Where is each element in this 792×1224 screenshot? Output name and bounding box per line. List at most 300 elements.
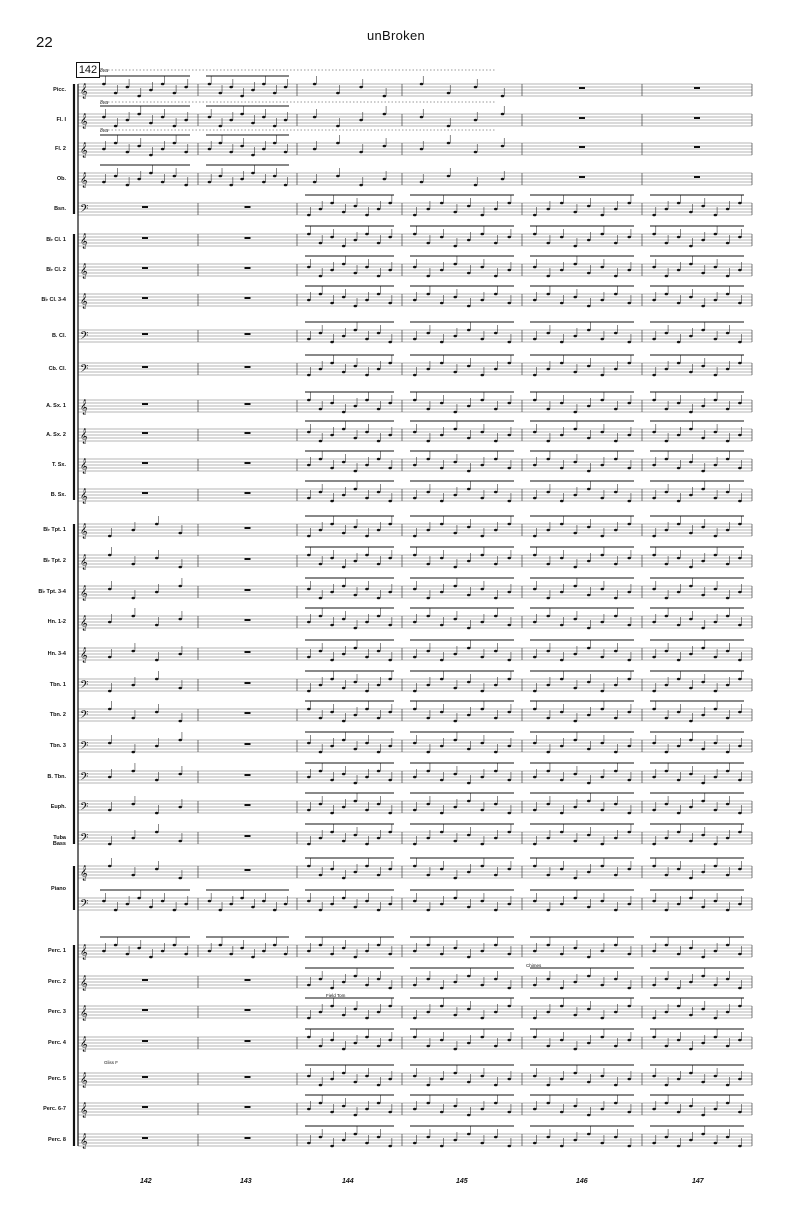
- note-head: [377, 874, 381, 877]
- note-head: [388, 467, 392, 470]
- note-head: [377, 491, 381, 494]
- note-head: [173, 92, 177, 95]
- note-head: [677, 987, 681, 990]
- note-head: [480, 843, 484, 846]
- note-head: [587, 782, 591, 785]
- note-head: [126, 903, 130, 906]
- note-head: [560, 302, 564, 305]
- note-head: [453, 1139, 457, 1142]
- note-head: [365, 742, 369, 745]
- note-head: [627, 659, 631, 662]
- note-head: [573, 371, 577, 374]
- note-head: [546, 874, 550, 877]
- note-head: [426, 1102, 430, 1105]
- note-head: [467, 1133, 471, 1136]
- note-head: [494, 944, 498, 947]
- note-head: [453, 411, 457, 414]
- note-head: [614, 751, 618, 754]
- note-head: [330, 341, 334, 344]
- note-head: [365, 809, 369, 812]
- note-head: [701, 681, 705, 684]
- instrument-label: Bsn.: [54, 206, 66, 212]
- note-head: [467, 526, 471, 529]
- note-head: [319, 909, 323, 912]
- note-head: [533, 431, 537, 434]
- note-head: [726, 597, 730, 600]
- note-head: [726, 944, 730, 947]
- note-head: [652, 1108, 656, 1111]
- note-head: [714, 809, 718, 812]
- whole-rest: [245, 1106, 251, 1108]
- note-head: [229, 119, 233, 122]
- whole-rest: [579, 117, 585, 119]
- note-head: [365, 464, 369, 467]
- note-head: [533, 535, 537, 538]
- note-head: [413, 690, 417, 693]
- note-head: [507, 467, 511, 470]
- note-head: [342, 245, 346, 248]
- note-head: [377, 1136, 381, 1139]
- note-head: [614, 770, 618, 773]
- note-head: [652, 1142, 656, 1145]
- note-head: [677, 341, 681, 344]
- note-head: [494, 1084, 498, 1087]
- note-head: [726, 491, 730, 494]
- note-head: [413, 776, 417, 779]
- note-head: [467, 714, 471, 717]
- note-head: [359, 119, 363, 122]
- whole-rest: [245, 403, 251, 405]
- note-head: [108, 776, 112, 779]
- note-head: [677, 711, 681, 714]
- note-head: [726, 293, 730, 296]
- whole-rest: [245, 237, 251, 239]
- note-head: [665, 242, 669, 245]
- note-head: [546, 440, 550, 443]
- note-head: [342, 371, 346, 374]
- note-head: [677, 678, 681, 681]
- note-head: [677, 812, 681, 815]
- note-head: [652, 865, 656, 868]
- note-head: [677, 953, 681, 956]
- note-head: [377, 440, 381, 443]
- note-head: [229, 184, 233, 187]
- note-head: [330, 467, 334, 470]
- note-head: [480, 588, 484, 591]
- note-head: [714, 299, 718, 302]
- clef-icon: 𝄞: [80, 945, 88, 960]
- instrument-label: Tuba Bass: [52, 835, 66, 847]
- note-head: [587, 272, 591, 275]
- note-head: [587, 470, 591, 473]
- note-head: [474, 184, 478, 187]
- note-head: [330, 302, 334, 305]
- note-head: [738, 624, 742, 627]
- note-head: [714, 843, 718, 846]
- note-head: [307, 214, 311, 217]
- score-title: unBroken: [366, 28, 426, 43]
- note-head: [262, 83, 266, 86]
- note-head: [467, 956, 471, 959]
- note-head: [440, 302, 444, 305]
- note-head: [273, 142, 277, 145]
- note-head: [714, 399, 718, 402]
- note-head: [701, 906, 705, 909]
- note-head: [426, 275, 430, 278]
- note-head: [413, 900, 417, 903]
- note-head: [573, 739, 577, 742]
- note-head: [131, 803, 135, 806]
- note-head: [627, 711, 631, 714]
- note-head: [600, 776, 604, 779]
- note-head: [652, 233, 656, 236]
- note-head: [494, 368, 498, 371]
- note-head: [426, 408, 430, 411]
- note-head: [377, 751, 381, 754]
- note-head: [652, 690, 656, 693]
- ottava-mark: 8va: [100, 68, 109, 74]
- clef-icon: 𝄞: [80, 234, 88, 249]
- note-head: [108, 843, 112, 846]
- whole-rest: [579, 87, 585, 89]
- note-head: [413, 497, 417, 500]
- note-head: [413, 431, 417, 434]
- note-head: [560, 362, 564, 365]
- note-head: [149, 906, 153, 909]
- note-head: [665, 684, 669, 687]
- note-head: [365, 865, 369, 868]
- note-head: [307, 1075, 311, 1078]
- note-head: [388, 903, 392, 906]
- note-head: [467, 594, 471, 597]
- note-head: [573, 585, 577, 588]
- note-head: [587, 956, 591, 959]
- note-head: [600, 950, 604, 953]
- note-head: [108, 742, 112, 745]
- note-head: [426, 978, 430, 981]
- note-head: [365, 776, 369, 779]
- note-head: [319, 208, 323, 211]
- note-head: [413, 984, 417, 987]
- note-head: [600, 266, 604, 269]
- note-head: [388, 831, 392, 834]
- note-head: [155, 591, 159, 594]
- note-head: [677, 302, 681, 305]
- note-head: [738, 341, 742, 344]
- note-head: [614, 408, 618, 411]
- note-head: [453, 720, 457, 723]
- whole-rest: [245, 743, 251, 745]
- note-head: [689, 947, 693, 950]
- note-head: [573, 296, 577, 299]
- note-head: [173, 125, 177, 128]
- note-head: [587, 1008, 591, 1011]
- note-head: [480, 233, 484, 236]
- clef-icon: 𝄢: [80, 203, 89, 218]
- note-head: [131, 770, 135, 773]
- note-head: [354, 205, 358, 208]
- instrument-label: Fl. 2: [54, 146, 66, 152]
- note-head: [155, 523, 159, 526]
- note-head: [330, 500, 334, 503]
- note-head: [665, 944, 669, 947]
- note-head: [383, 95, 387, 98]
- note-head: [652, 399, 656, 402]
- note-head: [494, 408, 498, 411]
- note-head: [494, 615, 498, 618]
- note-head: [689, 877, 693, 880]
- note-head: [354, 594, 358, 597]
- note-head: [413, 742, 417, 745]
- note-head: [652, 776, 656, 779]
- note-head: [494, 909, 498, 912]
- clef-icon: 𝄞: [80, 555, 88, 570]
- note-head: [208, 83, 212, 86]
- note-head: [388, 868, 392, 871]
- note-head: [689, 245, 693, 248]
- note-head: [184, 953, 188, 956]
- note-head: [587, 1042, 591, 1045]
- note-head: [354, 871, 358, 874]
- note-head: [377, 242, 381, 245]
- note-head: [677, 467, 681, 470]
- note-head: [426, 1045, 430, 1048]
- note-head: [627, 341, 631, 344]
- note-head: [714, 950, 718, 953]
- note-head: [494, 1045, 498, 1048]
- instrument-label: Hn. 1-2: [47, 619, 66, 625]
- note-head: [665, 803, 669, 806]
- note-head: [208, 950, 212, 953]
- note-head: [388, 678, 392, 681]
- note-head: [738, 1039, 742, 1042]
- note-head: [560, 903, 564, 906]
- note-head: [161, 181, 165, 184]
- note-head: [108, 621, 112, 624]
- note-head: [307, 431, 311, 434]
- note-head: [689, 840, 693, 843]
- note-head: [665, 440, 669, 443]
- note-head: [219, 92, 223, 95]
- instrument-label: Perc. 6-7: [43, 1106, 66, 1112]
- note-head: [354, 647, 358, 650]
- note-head: [546, 597, 550, 600]
- note-head: [354, 488, 358, 491]
- note-head: [600, 843, 604, 846]
- note-head: [627, 523, 631, 526]
- note-head: [149, 89, 153, 92]
- instrument-label: B. Tbn.: [47, 774, 66, 780]
- note-head: [126, 953, 130, 956]
- note-head: [533, 338, 537, 341]
- note-head: [229, 151, 233, 154]
- note-head: [665, 770, 669, 773]
- note-head: [738, 678, 742, 681]
- note-head: [480, 776, 484, 779]
- note-head: [652, 742, 656, 745]
- measure-number: 146: [576, 1178, 588, 1185]
- note-head: [178, 687, 182, 690]
- note-head: [126, 151, 130, 154]
- note-head: [453, 335, 457, 338]
- note-head: [440, 236, 444, 239]
- note-head: [480, 554, 484, 557]
- note-head: [388, 745, 392, 748]
- note-head: [377, 944, 381, 947]
- note-head: [137, 145, 141, 148]
- note-head: [573, 687, 577, 690]
- note-head: [714, 690, 718, 693]
- note-head: [114, 92, 118, 95]
- ottava-mark: 8va: [100, 128, 109, 134]
- note-head: [453, 877, 457, 880]
- note-head: [229, 903, 233, 906]
- note-head: [388, 779, 392, 782]
- note-head: [614, 717, 618, 720]
- note-head: [453, 1072, 457, 1075]
- note-head: [365, 1017, 369, 1020]
- instrument-label: B♭ Cl. 3-4: [41, 297, 66, 303]
- note-head: [494, 332, 498, 335]
- note-head: [614, 1084, 618, 1087]
- note-head: [665, 837, 669, 840]
- note-head: [494, 293, 498, 296]
- note-head: [714, 214, 718, 217]
- note-head: [738, 868, 742, 871]
- note-head: [453, 1105, 457, 1108]
- note-head: [440, 1005, 444, 1008]
- note-head: [453, 494, 457, 497]
- note-head: [365, 984, 369, 987]
- note-head: [474, 151, 478, 154]
- note-head: [453, 211, 457, 214]
- note-head: [665, 1084, 669, 1087]
- note-head: [354, 470, 358, 473]
- note-head: [587, 437, 591, 440]
- clef-icon: 𝄞: [80, 586, 88, 601]
- note-head: [440, 987, 444, 990]
- note-head: [307, 950, 311, 953]
- note-head: [726, 563, 730, 566]
- note-head: [208, 116, 212, 119]
- note-head: [587, 1114, 591, 1117]
- note-head: [701, 647, 705, 650]
- note-head: [251, 172, 255, 175]
- note-head: [240, 145, 244, 148]
- note-head: [701, 305, 705, 308]
- note-head: [102, 950, 106, 953]
- note-head: [480, 1142, 484, 1145]
- clef-icon: 𝄞: [80, 459, 88, 474]
- note-head: [108, 554, 112, 557]
- note-head: [480, 690, 484, 693]
- whole-rest: [142, 403, 148, 405]
- note-head: [701, 405, 705, 408]
- note-head: [614, 529, 618, 532]
- note-head: [365, 266, 369, 269]
- note-head: [388, 1005, 392, 1008]
- note-head: [689, 371, 693, 374]
- note-head: [388, 953, 392, 956]
- note-head: [507, 1145, 511, 1148]
- whole-rest: [245, 527, 251, 529]
- note-head: [614, 242, 618, 245]
- clef-icon: 𝄢: [80, 330, 89, 345]
- note-head: [426, 837, 430, 840]
- instrument-label: B♭ Tpt. 1: [43, 527, 66, 533]
- note-head: [178, 585, 182, 588]
- note-head: [251, 122, 255, 125]
- note-head: [726, 650, 730, 653]
- note-head: [330, 1078, 334, 1081]
- note-head: [501, 178, 505, 181]
- note-head: [600, 464, 604, 467]
- note-head: [342, 897, 346, 900]
- note-head: [426, 615, 430, 618]
- note-head: [546, 650, 550, 653]
- note-head: [507, 269, 511, 272]
- note-head: [131, 597, 135, 600]
- note-head: [467, 470, 471, 473]
- note-head: [738, 591, 742, 594]
- instrument-label: A. Sx. 1: [46, 403, 66, 409]
- note-head: [307, 588, 311, 591]
- note-head: [560, 987, 564, 990]
- note-head: [413, 621, 417, 624]
- whole-rest: [245, 366, 251, 368]
- note-head: [665, 368, 669, 371]
- note-head: [388, 1145, 392, 1148]
- note-head: [155, 745, 159, 748]
- note-head: [507, 812, 511, 815]
- note-head: [689, 653, 693, 656]
- note-head: [377, 293, 381, 296]
- note-head: [546, 408, 550, 411]
- note-head: [354, 1133, 358, 1136]
- note-head: [440, 269, 444, 272]
- note-head: [573, 618, 577, 621]
- clef-icon: 𝄢: [80, 832, 89, 847]
- note-head: [560, 779, 564, 782]
- note-head: [413, 1017, 417, 1020]
- note-head: [573, 1072, 577, 1075]
- note-head: [467, 627, 471, 630]
- note-head: [342, 981, 346, 984]
- note-head: [677, 591, 681, 594]
- whole-rest: [142, 1009, 148, 1011]
- note-head: [738, 1078, 742, 1081]
- note-head: [600, 1108, 604, 1111]
- note-head: [627, 1078, 631, 1081]
- note-head: [677, 236, 681, 239]
- note-head: [507, 557, 511, 560]
- note-head: [480, 299, 484, 302]
- note-head: [726, 529, 730, 532]
- instrument-label: Perc. 1: [47, 948, 66, 954]
- note-head: [600, 1017, 604, 1020]
- note-head: [738, 779, 742, 782]
- clef-icon: 𝄞: [80, 1073, 88, 1088]
- note-head: [614, 978, 618, 981]
- note-head: [149, 122, 153, 125]
- note-head: [330, 903, 334, 906]
- clef-icon: 𝄞: [80, 429, 88, 444]
- instrument-label: Perc. 2: [47, 979, 66, 985]
- note-head: [319, 563, 323, 566]
- note-head: [689, 981, 693, 984]
- note-head: [178, 653, 182, 656]
- note-head: [426, 751, 430, 754]
